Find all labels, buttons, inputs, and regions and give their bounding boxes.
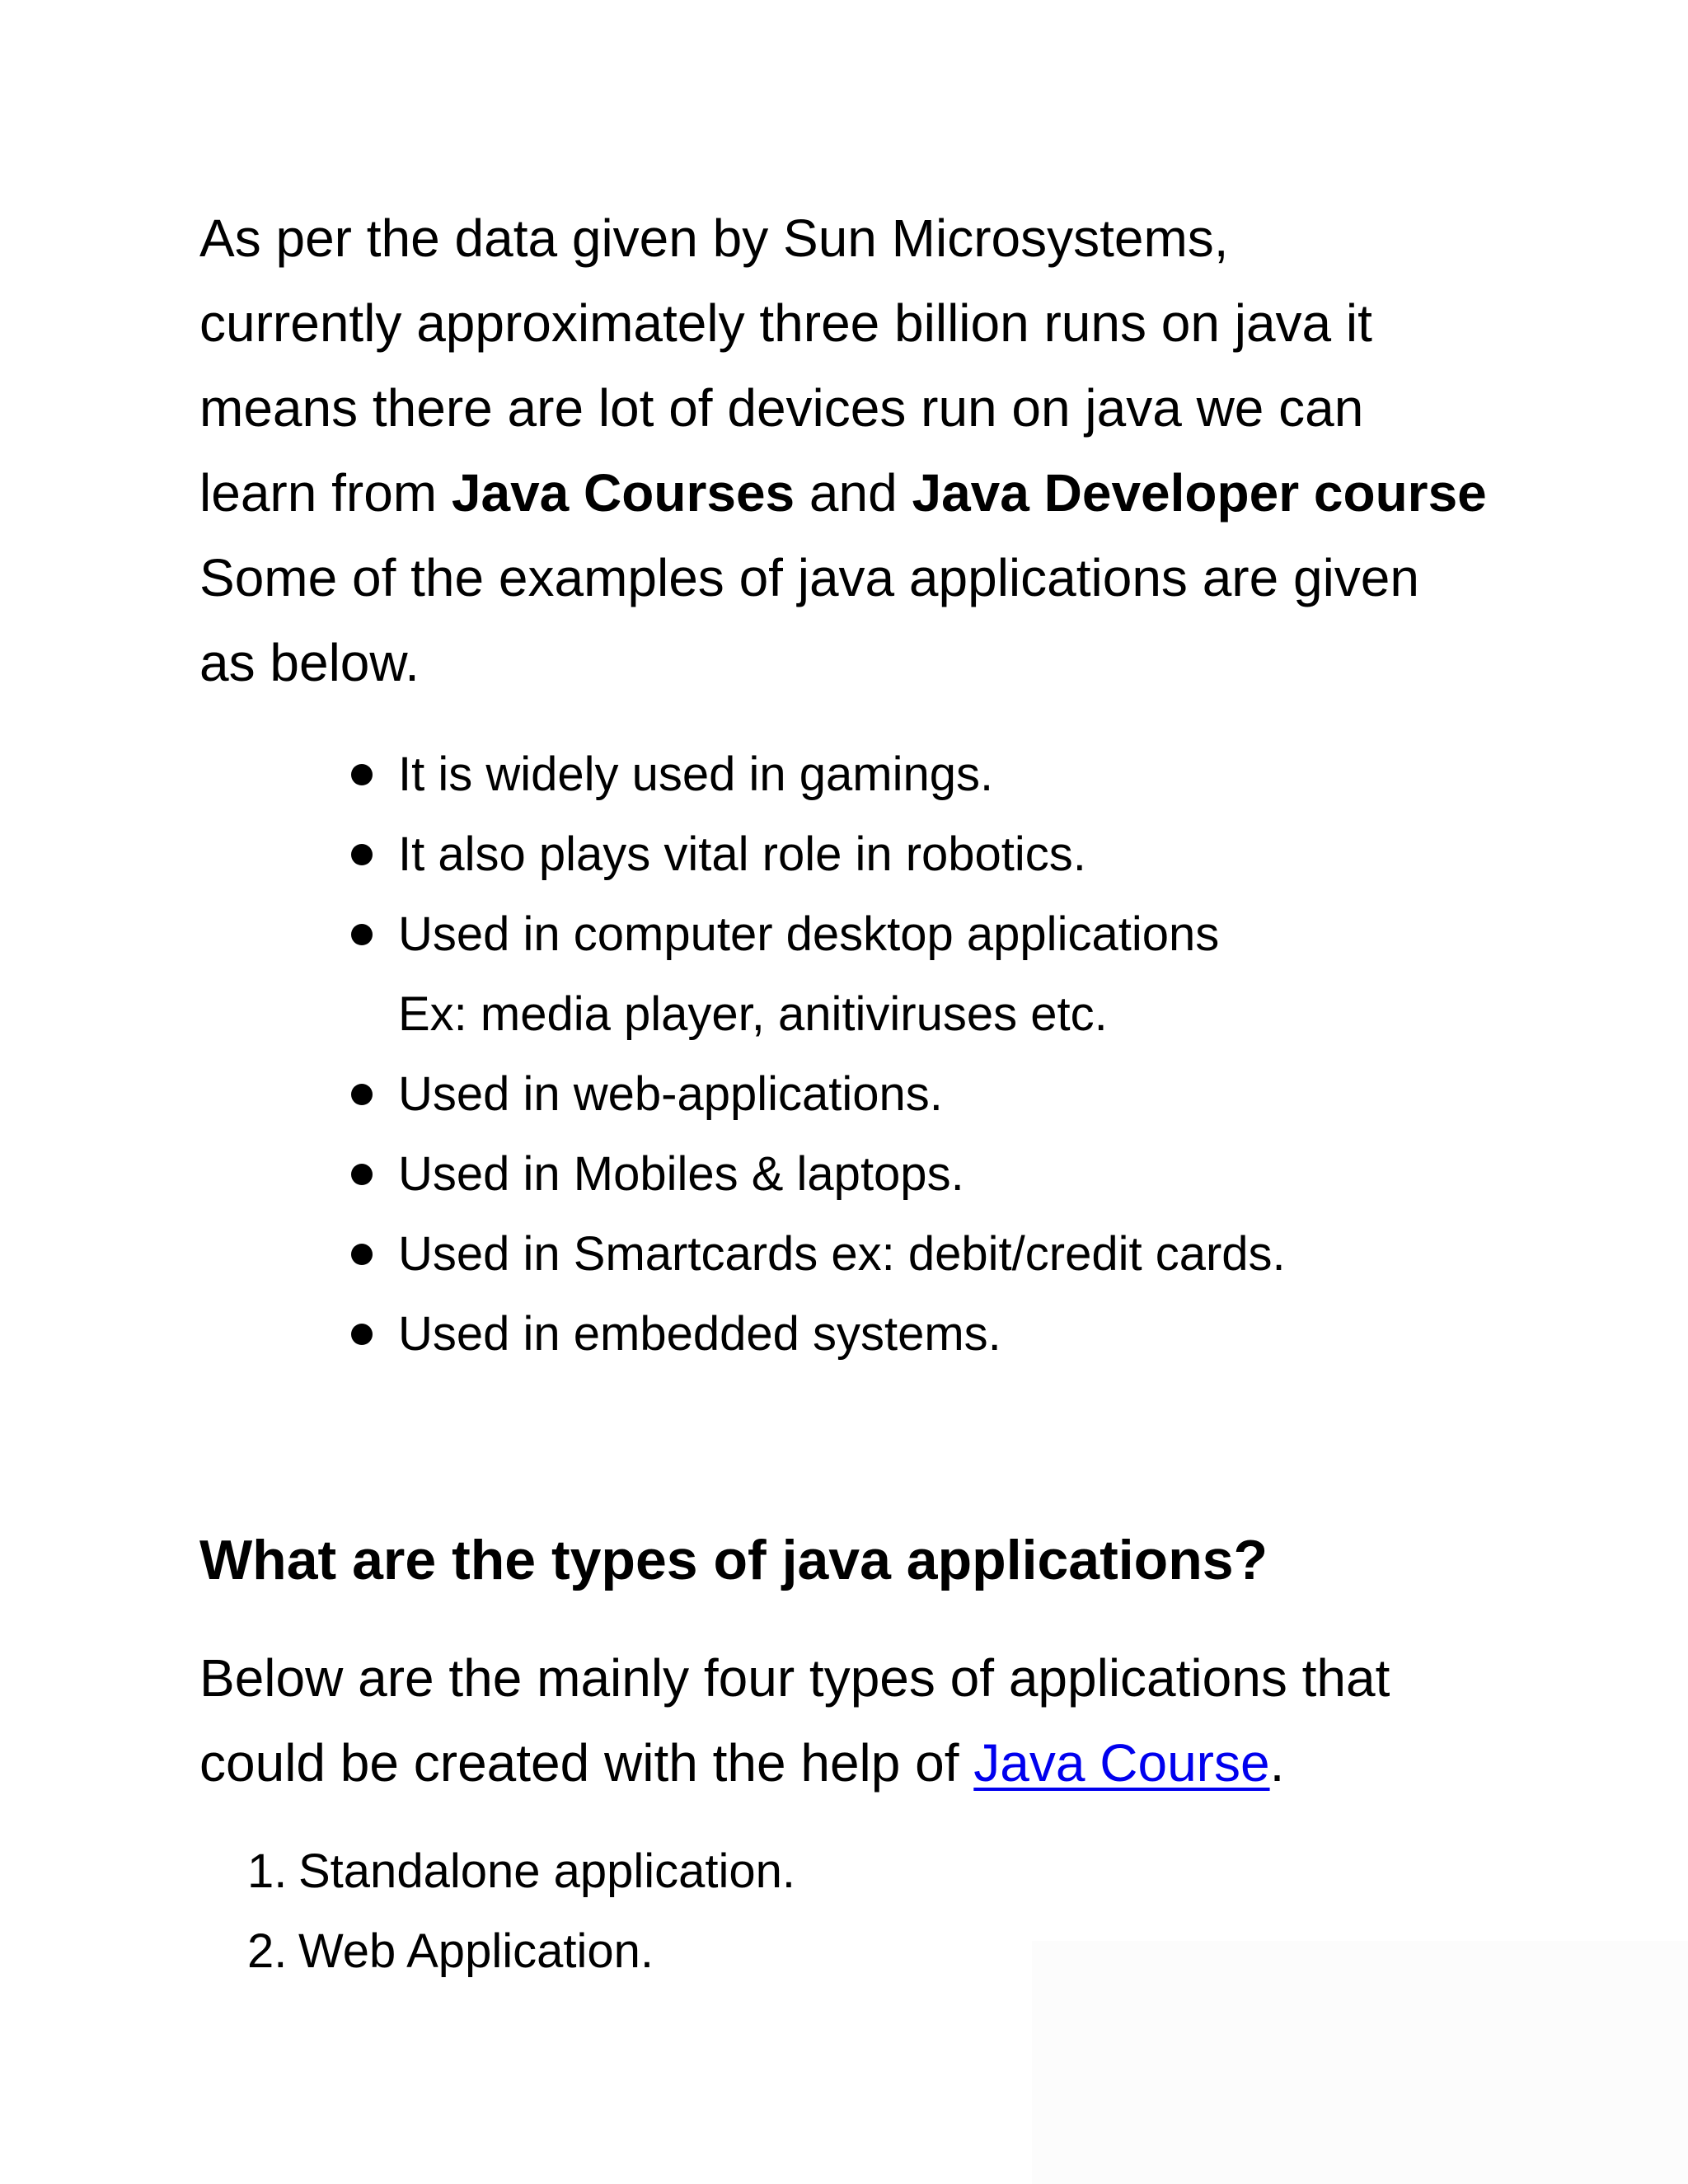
bullet-icon xyxy=(351,764,373,785)
intro-line-2: currently approximately three billion runs on java it xyxy=(199,293,1372,353)
intro-line-5: Some of the examples of java applications are given xyxy=(199,548,1419,607)
list-number: 1. xyxy=(247,1844,288,1898)
list-item xyxy=(0,1054,1286,1134)
java-developer-course-bold: Java Developer course xyxy=(912,463,1487,523)
list-item xyxy=(0,1831,795,1911)
list-item-subtext: Ex: media player, anitiviruses etc. xyxy=(398,987,1108,1041)
list-item xyxy=(0,734,1286,814)
list-item-text: Standalone application. xyxy=(298,1844,796,1898)
bullet-icon xyxy=(351,1244,373,1265)
bullet-icon xyxy=(351,924,373,945)
list-item xyxy=(0,1911,795,1991)
section-line-2 xyxy=(199,1721,1518,1806)
list-item xyxy=(0,1294,1286,1374)
list-item xyxy=(0,894,1286,1054)
list-item-text: It is widely used in gamings. xyxy=(398,748,994,801)
bullet-icon xyxy=(351,844,373,865)
section-paragraph xyxy=(199,1636,1518,1806)
section-line-1: Below are the mainly four types of applications that xyxy=(199,1648,1390,1708)
list-item-text: It also plays vital role in robotics. xyxy=(398,827,1086,881)
list-item-text: Web Application. xyxy=(298,1924,654,1978)
intro-line-4 xyxy=(199,451,1518,536)
intro-line-3: means there are lot of devices run on java we can xyxy=(199,378,1364,438)
bullet-icon xyxy=(351,1164,373,1185)
section-heading: What are the types of java applications? xyxy=(199,1529,1268,1591)
section-line-2-prefix: could be created with the help of xyxy=(199,1733,974,1793)
intro-line-4-prefix: learn from xyxy=(199,463,452,523)
list-item-text: Used in computer desktop applications xyxy=(398,907,1220,961)
intro-paragraph xyxy=(199,196,1518,705)
list-item-text: Used in embedded systems. xyxy=(398,1307,1001,1361)
bullet-icon xyxy=(351,1324,373,1345)
background-panel xyxy=(1032,1941,1688,2184)
java-course-link[interactable]: Java Course xyxy=(973,1733,1270,1793)
intro-line-1: As per the data given by Sun Microsystems, xyxy=(199,209,1229,268)
list-item-text: Used in Smartcards ex: debit/credit cards. xyxy=(398,1227,1286,1281)
intro-line-4-mid: and xyxy=(795,463,912,523)
section-line-2-suffix: . xyxy=(1269,1733,1285,1793)
examples-list xyxy=(0,734,1286,1374)
list-number: 2. xyxy=(247,1924,288,1978)
java-courses-bold: Java Courses xyxy=(451,463,795,523)
list-item xyxy=(0,814,1286,894)
intro-line-6: as below. xyxy=(199,633,420,692)
list-item xyxy=(0,1134,1286,1214)
bullet-icon xyxy=(351,1084,373,1105)
list-item xyxy=(0,1214,1286,1294)
list-item-text: Used in web-applications. xyxy=(398,1067,943,1121)
list-item-text: Used in Mobiles & laptops. xyxy=(398,1147,964,1201)
app-types-list xyxy=(0,1831,795,1991)
